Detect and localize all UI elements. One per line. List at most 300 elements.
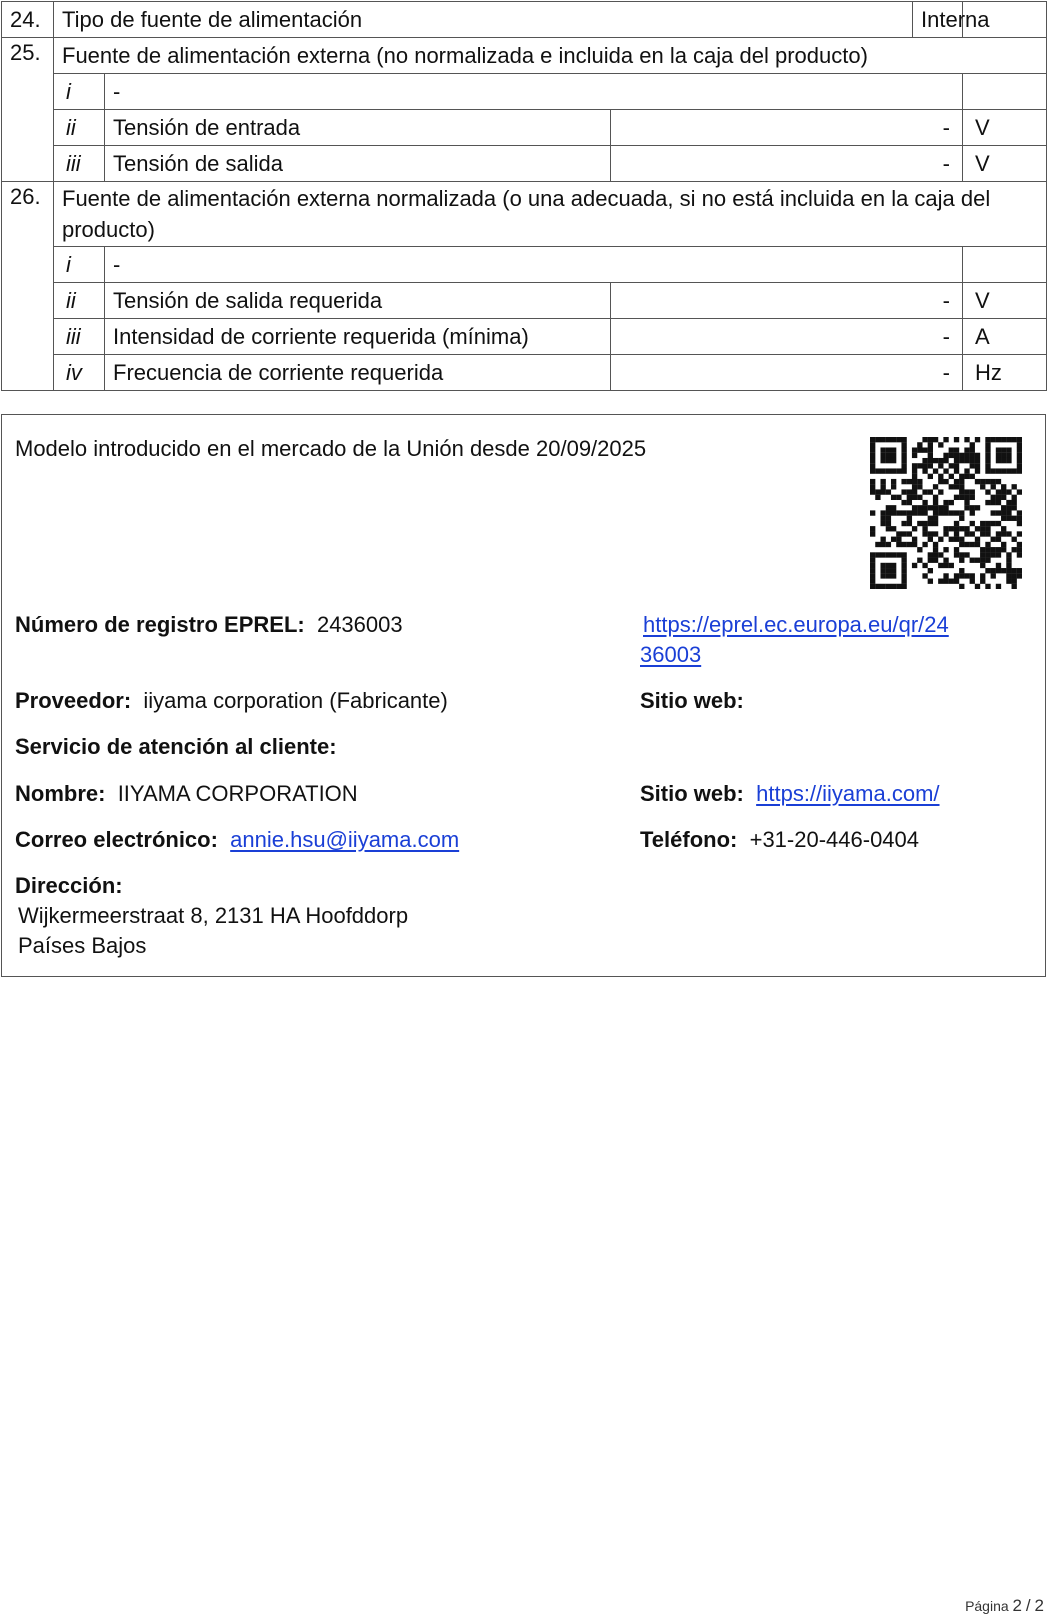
qr-module bbox=[1001, 458, 1006, 463]
qr-module bbox=[880, 563, 885, 568]
qr-module bbox=[1001, 547, 1006, 552]
qr-module bbox=[886, 468, 891, 473]
qr-module bbox=[912, 537, 917, 542]
qr-module bbox=[912, 463, 917, 468]
qr-module bbox=[917, 442, 922, 447]
qr-module bbox=[891, 468, 896, 473]
qr-module bbox=[954, 531, 959, 536]
qr-module bbox=[938, 537, 943, 542]
qr-module bbox=[975, 542, 980, 547]
qr-module bbox=[949, 474, 954, 479]
qr-module bbox=[928, 505, 933, 510]
qr-module bbox=[901, 479, 906, 484]
subrow-label: Tensión de salida requerida bbox=[105, 283, 611, 319]
qr-module bbox=[1001, 516, 1006, 521]
qr-module bbox=[1006, 531, 1011, 536]
qr-module bbox=[870, 463, 875, 468]
phone-row bbox=[640, 825, 919, 855]
qr-module bbox=[907, 516, 912, 521]
qr-module bbox=[964, 474, 969, 479]
qr-module bbox=[912, 468, 917, 473]
qr-module bbox=[975, 526, 980, 531]
qr-module bbox=[1017, 531, 1022, 536]
qr-module bbox=[1006, 500, 1011, 505]
qr-module bbox=[954, 573, 959, 578]
subrow-unit bbox=[963, 247, 1047, 283]
subrow-value: - bbox=[611, 319, 963, 355]
qr-module bbox=[959, 479, 964, 484]
spec-subrow bbox=[2, 319, 1047, 355]
qr-module bbox=[917, 463, 922, 468]
qr-module bbox=[901, 442, 906, 447]
qr-module bbox=[875, 584, 880, 589]
qr-module bbox=[1001, 437, 1006, 442]
qr-module bbox=[1001, 505, 1006, 510]
qr-module bbox=[922, 505, 927, 510]
qr-module bbox=[901, 489, 906, 494]
subrow-value: - bbox=[611, 110, 963, 146]
qr-module bbox=[922, 447, 927, 452]
qr-module bbox=[1001, 489, 1006, 494]
qr-module bbox=[959, 453, 964, 458]
qr-module bbox=[964, 447, 969, 452]
qr-module bbox=[954, 484, 959, 489]
qr-module bbox=[1017, 463, 1022, 468]
qr-module bbox=[949, 537, 954, 542]
qr-module bbox=[996, 453, 1001, 458]
qr-module bbox=[1012, 584, 1017, 589]
row-label: Tipo de fuente de alimentación bbox=[54, 2, 913, 38]
qr-module bbox=[880, 542, 885, 547]
qr-module bbox=[901, 468, 906, 473]
qr-module bbox=[891, 563, 896, 568]
qr-module bbox=[886, 510, 891, 515]
qr-module bbox=[991, 468, 996, 473]
qr-module bbox=[970, 453, 975, 458]
qr-module bbox=[943, 526, 948, 531]
qr-module bbox=[1012, 468, 1017, 473]
spec-row-26 bbox=[2, 182, 1047, 247]
qr-module bbox=[964, 495, 969, 500]
qr-module bbox=[912, 542, 917, 547]
qr-module bbox=[896, 510, 901, 515]
qr-module bbox=[959, 552, 964, 557]
qr-module bbox=[870, 453, 875, 458]
name-label: Nombre: bbox=[15, 781, 106, 806]
qr-module bbox=[985, 468, 990, 473]
qr-module bbox=[954, 468, 959, 473]
qr-module bbox=[975, 505, 980, 510]
qr-module bbox=[917, 484, 922, 489]
subrow-roman: ii bbox=[54, 110, 105, 146]
qr-module bbox=[938, 479, 943, 484]
qr-module bbox=[870, 584, 875, 589]
qr-module bbox=[975, 437, 980, 442]
qr-module bbox=[1012, 579, 1017, 584]
subrow-roman: i bbox=[54, 74, 105, 110]
qr-module bbox=[891, 552, 896, 557]
qr-module bbox=[1012, 516, 1017, 521]
qr-module bbox=[970, 495, 975, 500]
qr-module bbox=[1001, 484, 1006, 489]
qr-module bbox=[949, 453, 954, 458]
qr-module bbox=[980, 484, 985, 489]
qr-module bbox=[870, 437, 875, 442]
qr-module bbox=[938, 552, 943, 557]
eprel-link[interactable] bbox=[640, 610, 949, 670]
qr-module bbox=[901, 563, 906, 568]
phone-label: Teléfono: bbox=[640, 827, 738, 852]
qr-module bbox=[901, 437, 906, 442]
qr-module bbox=[938, 463, 943, 468]
qr-module bbox=[922, 500, 927, 505]
qr-module bbox=[991, 479, 996, 484]
qr-module bbox=[901, 552, 906, 557]
qr-module bbox=[891, 505, 896, 510]
qr-module bbox=[975, 584, 980, 589]
spec-subrow bbox=[2, 110, 1047, 146]
qr-module bbox=[933, 484, 938, 489]
subrow-unit: V bbox=[963, 110, 1047, 146]
qr-module bbox=[985, 584, 990, 589]
supplier-row bbox=[15, 686, 448, 716]
qr-module bbox=[917, 521, 922, 526]
qr-module bbox=[907, 500, 912, 505]
qr-module bbox=[1012, 537, 1017, 542]
qr-module bbox=[949, 579, 954, 584]
qr-module bbox=[880, 468, 885, 473]
qr-module bbox=[964, 453, 969, 458]
qr-module bbox=[917, 547, 922, 552]
qr-module bbox=[891, 458, 896, 463]
qr-module bbox=[912, 474, 917, 479]
subrow-value: - bbox=[611, 146, 963, 182]
qr-module bbox=[959, 537, 964, 542]
qr-module bbox=[880, 447, 885, 452]
qr-module bbox=[985, 453, 990, 458]
qr-module bbox=[880, 573, 885, 578]
qr-module bbox=[928, 579, 933, 584]
qr-module bbox=[933, 558, 938, 563]
subrow-label: Tensión de salida bbox=[105, 146, 611, 182]
qr-module bbox=[928, 474, 933, 479]
qr-module bbox=[928, 453, 933, 458]
qr-module bbox=[991, 484, 996, 489]
qr-module bbox=[996, 547, 1001, 552]
qr-module bbox=[1017, 442, 1022, 447]
qr-module bbox=[970, 463, 975, 468]
qr-module bbox=[907, 521, 912, 526]
qr-module bbox=[970, 489, 975, 494]
qr-module bbox=[901, 453, 906, 458]
qr-module bbox=[1012, 437, 1017, 442]
page-separator: / bbox=[1025, 1596, 1031, 1615]
qr-module bbox=[891, 479, 896, 484]
row-label: Fuente de alimentación externa normalizada (o una adecuada, si no está incluida en la caja del producto) bbox=[54, 182, 1047, 247]
qr-module bbox=[1012, 495, 1017, 500]
qr-module bbox=[901, 458, 906, 463]
subrow-label: Tensión de entrada bbox=[105, 110, 611, 146]
subrow-label: Frecuencia de corriente requerida bbox=[105, 355, 611, 391]
qr-module bbox=[949, 447, 954, 452]
qr-module bbox=[959, 516, 964, 521]
qr-module bbox=[954, 447, 959, 452]
qr-module bbox=[880, 479, 885, 484]
qr-module bbox=[959, 495, 964, 500]
qr-module bbox=[886, 516, 891, 521]
qr-module bbox=[912, 510, 917, 515]
row-number: 25. bbox=[2, 38, 54, 182]
qr-module bbox=[886, 489, 891, 494]
row-number: 24. bbox=[2, 2, 54, 38]
qr-module bbox=[996, 468, 1001, 473]
qr-module bbox=[949, 563, 954, 568]
qr-module bbox=[891, 495, 896, 500]
subrow-unit: Hz bbox=[963, 355, 1047, 391]
qr-module bbox=[1017, 489, 1022, 494]
qr-module bbox=[928, 458, 933, 463]
qr-module bbox=[996, 510, 1001, 515]
qr-module bbox=[886, 447, 891, 452]
eprel-value: 2436003 bbox=[316, 612, 403, 637]
qr-module bbox=[959, 526, 964, 531]
qr-module bbox=[1006, 468, 1011, 473]
qr-module bbox=[985, 547, 990, 552]
qr-module bbox=[943, 558, 948, 563]
qr-module bbox=[985, 442, 990, 447]
qr-module bbox=[870, 558, 875, 563]
subrow-label: - bbox=[105, 247, 963, 283]
qr-module bbox=[975, 463, 980, 468]
qr-module bbox=[964, 552, 969, 557]
qr-module bbox=[996, 479, 1001, 484]
qr-module bbox=[996, 521, 1001, 526]
qr-module bbox=[970, 442, 975, 447]
qr-module bbox=[970, 510, 975, 515]
qr-module bbox=[896, 584, 901, 589]
qr-module bbox=[1006, 453, 1011, 458]
qr-module bbox=[1012, 568, 1017, 573]
spec-table bbox=[1, 1, 1047, 391]
qr-module bbox=[922, 542, 927, 547]
qr-module bbox=[933, 495, 938, 500]
qr-module bbox=[970, 531, 975, 536]
qr-module bbox=[959, 568, 964, 573]
qr-module bbox=[891, 568, 896, 573]
qr-module bbox=[964, 531, 969, 536]
qr-module bbox=[1006, 552, 1011, 557]
qr-module bbox=[991, 500, 996, 505]
qr-module bbox=[886, 526, 891, 531]
qr-module bbox=[880, 584, 885, 589]
eprel-url-line2[interactable]: 36003 bbox=[640, 642, 702, 667]
qr-module bbox=[886, 584, 891, 589]
qr-module bbox=[959, 510, 964, 515]
qr-module bbox=[943, 458, 948, 463]
qr-module bbox=[949, 500, 954, 505]
qr-module bbox=[991, 537, 996, 542]
qr-module bbox=[938, 442, 943, 447]
qr-module bbox=[933, 510, 938, 515]
qr-module bbox=[886, 542, 891, 547]
qr-module bbox=[980, 573, 985, 578]
qr-module bbox=[912, 484, 917, 489]
qr-module bbox=[907, 489, 912, 494]
website2-link[interactable]: https://iiyama.com/ bbox=[756, 781, 940, 806]
qr-module bbox=[912, 505, 917, 510]
qr-module bbox=[938, 579, 943, 584]
qr-module bbox=[996, 552, 1001, 557]
spec-subrow bbox=[2, 247, 1047, 283]
qr-module bbox=[970, 458, 975, 463]
qr-code-icon[interactable] bbox=[870, 437, 1022, 589]
qr-module bbox=[938, 489, 943, 494]
qr-module bbox=[917, 495, 922, 500]
qr-module bbox=[922, 437, 927, 442]
qr-module bbox=[933, 552, 938, 557]
qr-module bbox=[912, 495, 917, 500]
subrow-unit: A bbox=[963, 319, 1047, 355]
qr-module bbox=[886, 437, 891, 442]
qr-module bbox=[1001, 510, 1006, 515]
website2-label: Sitio web: bbox=[640, 781, 744, 806]
qr-module bbox=[933, 500, 938, 505]
qr-module bbox=[954, 579, 959, 584]
qr-module bbox=[975, 468, 980, 473]
subrow-value: - bbox=[611, 355, 963, 391]
subrow-label: Intensidad de corriente requerida (mínima) bbox=[105, 319, 611, 355]
qr-module bbox=[928, 447, 933, 452]
qr-module bbox=[954, 495, 959, 500]
qr-module bbox=[949, 526, 954, 531]
qr-module bbox=[870, 447, 875, 452]
subrow-unit: V bbox=[963, 283, 1047, 319]
qr-module bbox=[996, 568, 1001, 573]
qr-module bbox=[996, 447, 1001, 452]
qr-module bbox=[938, 505, 943, 510]
qr-module bbox=[1001, 468, 1006, 473]
qr-module bbox=[928, 489, 933, 494]
qr-module bbox=[886, 563, 891, 568]
qr-module bbox=[954, 458, 959, 463]
supplier-value: iiyama corporation (Fabricante) bbox=[143, 688, 448, 713]
subrow-unit bbox=[963, 74, 1047, 110]
qr-module bbox=[933, 505, 938, 510]
qr-module bbox=[985, 558, 990, 563]
qr-module bbox=[1017, 437, 1022, 442]
qr-module bbox=[1017, 547, 1022, 552]
qr-module bbox=[1006, 510, 1011, 515]
subrow-unit: V bbox=[963, 146, 1047, 182]
qr-module bbox=[907, 531, 912, 536]
qr-module bbox=[1006, 437, 1011, 442]
qr-module bbox=[964, 526, 969, 531]
qr-module bbox=[901, 521, 906, 526]
qr-module bbox=[1006, 573, 1011, 578]
qr-module bbox=[996, 500, 1001, 505]
qr-module bbox=[996, 563, 1001, 568]
qr-module bbox=[880, 437, 885, 442]
qr-module bbox=[912, 453, 917, 458]
qr-module bbox=[975, 453, 980, 458]
qr-module bbox=[886, 505, 891, 510]
qr-module bbox=[959, 489, 964, 494]
qr-module bbox=[886, 568, 891, 573]
qr-module bbox=[912, 479, 917, 484]
qr-module bbox=[886, 453, 891, 458]
page-current: 2 bbox=[1012, 1596, 1023, 1615]
qr-module bbox=[970, 542, 975, 547]
qr-module bbox=[1017, 552, 1022, 557]
qr-module bbox=[896, 468, 901, 473]
qr-module bbox=[870, 479, 875, 484]
qr-module bbox=[954, 463, 959, 468]
qr-module bbox=[985, 463, 990, 468]
qr-module bbox=[954, 526, 959, 531]
qr-module bbox=[1006, 568, 1011, 573]
qr-module bbox=[870, 510, 875, 515]
spec-subrow bbox=[2, 355, 1047, 391]
qr-module bbox=[922, 521, 927, 526]
qr-module bbox=[891, 447, 896, 452]
qr-module bbox=[943, 437, 948, 442]
qr-module bbox=[964, 437, 969, 442]
qr-module bbox=[891, 510, 896, 515]
qr-module bbox=[870, 579, 875, 584]
website2-row bbox=[640, 779, 940, 809]
qr-module bbox=[964, 573, 969, 578]
qr-module bbox=[933, 516, 938, 521]
qr-module bbox=[985, 437, 990, 442]
email-link[interactable]: annie.hsu@iiyama.com bbox=[230, 827, 460, 852]
address-line2: Países Bajos bbox=[18, 933, 147, 958]
page-footer bbox=[965, 1596, 1044, 1616]
qr-module bbox=[928, 531, 933, 536]
qr-module bbox=[875, 552, 880, 557]
qr-module bbox=[917, 505, 922, 510]
qr-module bbox=[1012, 573, 1017, 578]
subrow-roman: i bbox=[54, 247, 105, 283]
qr-module bbox=[980, 521, 985, 526]
subrow-value: - bbox=[611, 283, 963, 319]
qr-module bbox=[991, 573, 996, 578]
qr-module bbox=[938, 563, 943, 568]
subrow-label: - bbox=[105, 74, 963, 110]
row-number: 26. bbox=[2, 182, 54, 391]
qr-module bbox=[901, 558, 906, 563]
eprel-url-line1[interactable]: https://eprel.ec.europa.eu/qr/24 bbox=[643, 612, 949, 637]
qr-module bbox=[896, 495, 901, 500]
qr-module bbox=[985, 542, 990, 547]
qr-module bbox=[870, 489, 875, 494]
qr-module bbox=[896, 537, 901, 542]
qr-module bbox=[943, 531, 948, 536]
qr-module bbox=[985, 489, 990, 494]
address-label: Dirección: bbox=[15, 873, 123, 898]
qr-module bbox=[922, 510, 927, 515]
qr-module bbox=[928, 437, 933, 442]
qr-module bbox=[933, 437, 938, 442]
qr-module bbox=[917, 510, 922, 515]
qr-module bbox=[917, 558, 922, 563]
qr-module bbox=[943, 500, 948, 505]
qr-module bbox=[954, 547, 959, 552]
qr-module bbox=[964, 505, 969, 510]
qr-module bbox=[938, 510, 943, 515]
qr-module bbox=[985, 458, 990, 463]
qr-module bbox=[901, 447, 906, 452]
qr-module bbox=[896, 531, 901, 536]
